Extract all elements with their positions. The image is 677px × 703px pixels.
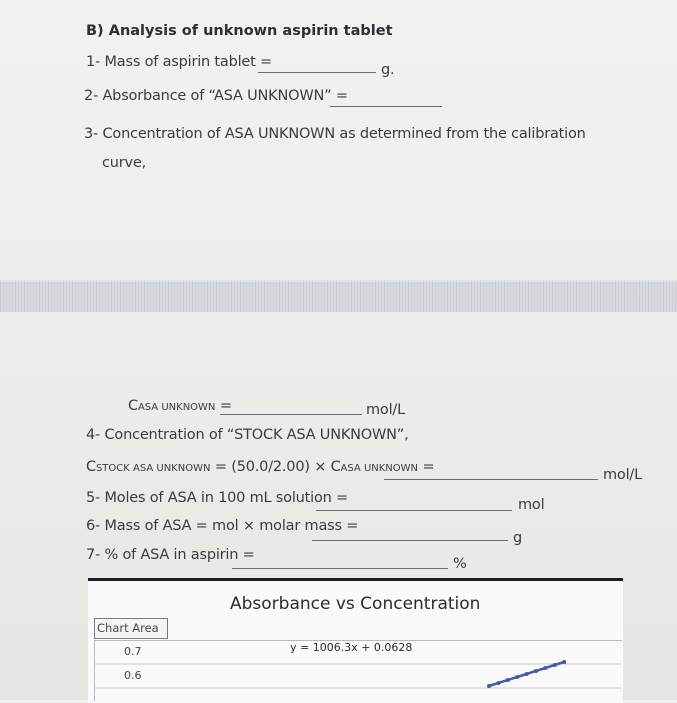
page-break-strip [0,282,677,312]
c-subscript: STOCK ASA UNKNOWN [95,463,211,474]
c-subscript: ASA UNKNOWN [340,463,419,474]
plot-svg [94,640,621,700]
percent-asa-label: 7- % of ASA in aspirin = [86,547,255,563]
section-title: B) Analysis of unknown aspirin tablet [86,23,393,39]
c-symbol: C [86,459,96,475]
moles-unit: mol [518,497,545,513]
formula-middle: = (50.0/2.00) × [214,459,327,475]
c-symbol: C [330,459,341,475]
stock-concentration-label: 4- Concentration of “STOCK ASA UNKNOWN”, [86,427,409,443]
percent-asa-blank[interactable] [232,568,448,569]
data-point [487,684,491,688]
y-tick-label: 0.7 [124,645,142,658]
equals-sign: = [219,398,232,414]
c-stock-formula [86,459,434,475]
chart-area-tooltip: Chart Area [94,618,168,639]
chart-title: Absorbance vs Concentration [230,594,481,614]
mass-asa-blank[interactable] [312,540,508,541]
c-symbol: C [128,398,138,414]
c-stock-blank[interactable] [384,479,598,480]
mass-tablet-unit: g. [381,62,395,78]
equals-sign: = [422,459,435,475]
data-point [525,672,529,676]
data-point [534,669,538,673]
mass-tablet-blank[interactable] [258,72,376,73]
c-asa-unknown-blank[interactable] [220,414,362,415]
y-tick-label: 0.6 [124,669,142,682]
absorbance-label: 2- Absorbance of “ASA UNKNOWN” = [84,88,348,104]
data-point [506,678,510,682]
mass-asa-unit: g [513,530,523,546]
c-asa-unknown-unit: mol/L [366,402,405,418]
trendline-equation: y = 1006.3x + 0.0628 [290,641,413,654]
absorbance-blank[interactable] [330,106,442,107]
mass-tablet-label: 1- Mass of aspirin tablet = [86,54,272,70]
c-stock-unit: mol/L [603,467,642,483]
data-point [553,663,557,667]
concentration-label-cont: curve, [102,155,147,171]
data-point [562,660,566,664]
data-point [543,666,547,670]
data-point [515,675,519,679]
mass-asa-label: 6- Mass of ASA = mol × molar mass = [86,518,359,534]
concentration-label: 3- Concentration of ASA UNKNOWN as determined from the calibration [84,126,586,142]
c-subscript: ASA UNKNOWN [137,402,216,413]
c-asa-unknown-label [128,398,232,414]
moles-blank[interactable] [316,510,512,511]
data-point [496,681,500,685]
moles-label: 5- Moles of ASA in 100 mL solution = [86,490,348,506]
percent-asa-unit: % [453,556,467,572]
